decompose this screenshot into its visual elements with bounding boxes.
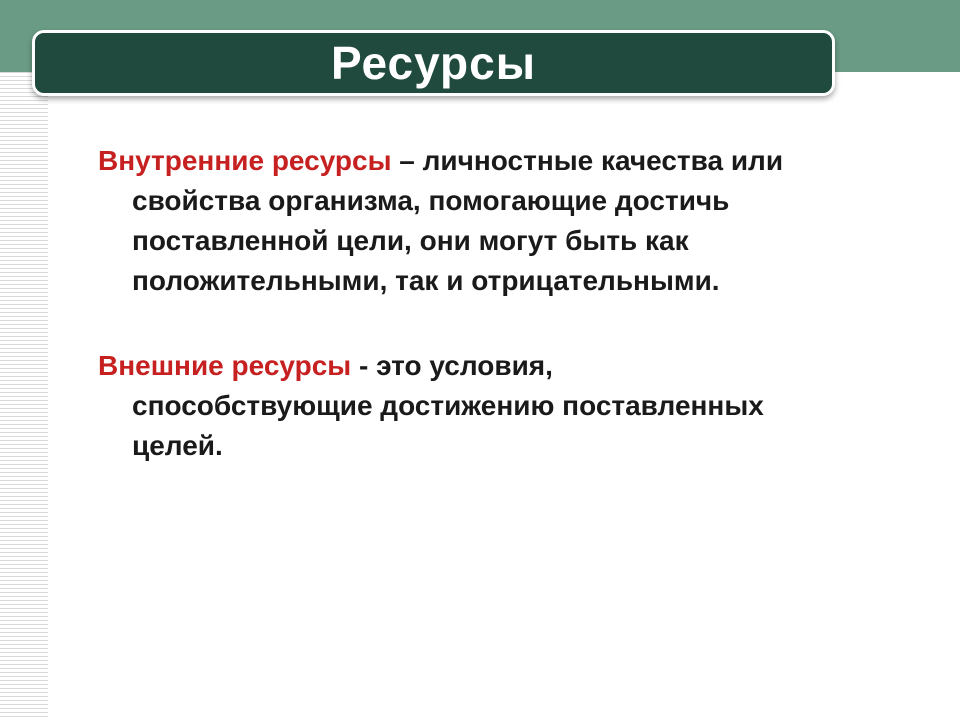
definition-start: - это условия, [351,350,553,381]
definition-line: способствующие достижению поставленных [132,390,764,421]
paragraph-first-line [98,141,888,181]
paragraph-first-line [98,346,888,386]
left-stripe-decoration [0,72,48,720]
term-internal-resources: Внутренние ресурсы [98,145,392,176]
definition-line: целей. [132,430,223,461]
slide-title: Ресурсы [330,37,537,89]
term-external-resources: Внешние ресурсы [98,350,352,381]
title-bar [32,30,835,96]
definition-start: – личностные качества или [391,145,784,176]
definition-line: поставленной цели, они могут быть как [132,225,689,256]
paragraph-external-resources [98,346,888,466]
definition-line: свойства организма, помогающие достичь [132,185,730,216]
paragraph-internal-resources [98,141,888,301]
definition-line: положительными, так и отрицательными. [132,265,720,296]
